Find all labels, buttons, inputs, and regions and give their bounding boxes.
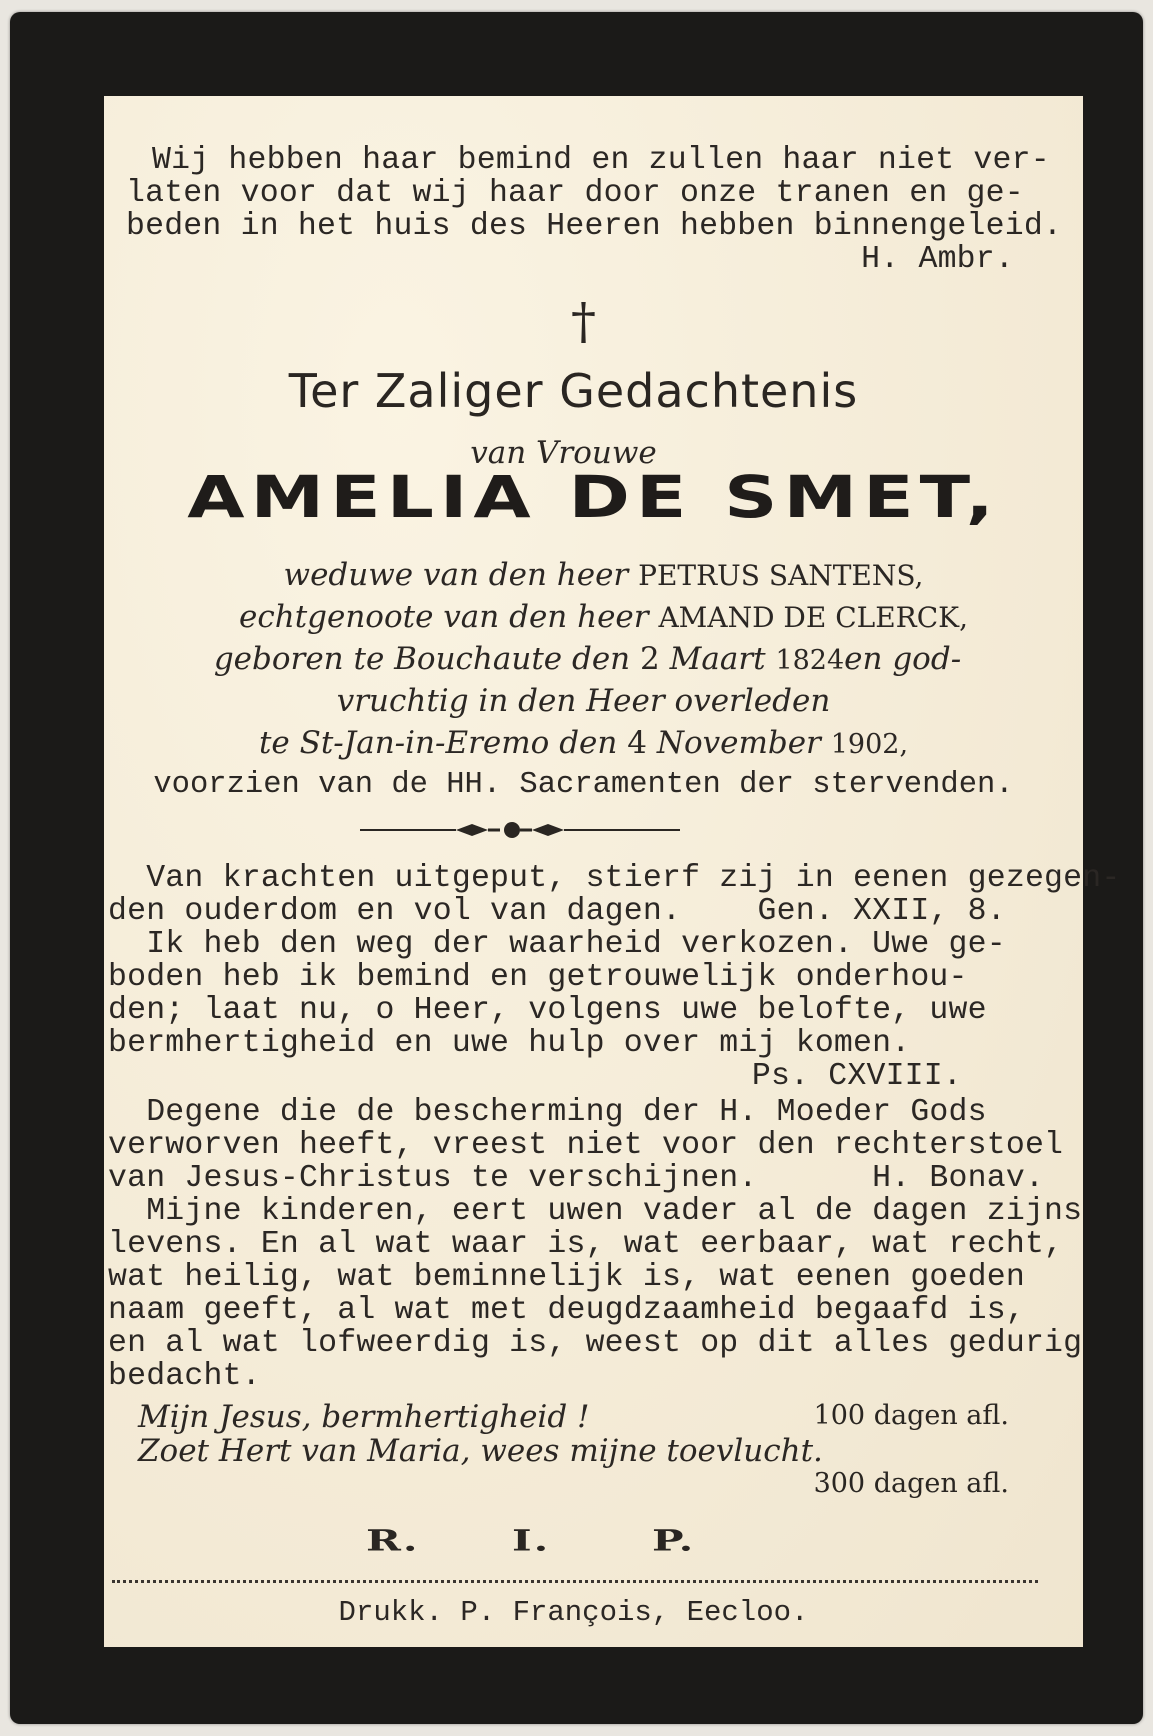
prayer-source: Ps. CXVIII. (751, 1059, 962, 1094)
bio-died-month: November (656, 725, 821, 761)
bio-born-tail: en god- (844, 641, 962, 677)
prayer-line: Van krachten uitgeput, stierf zij in eenen gezegen- (108, 861, 1121, 896)
bio-line-widow (114, 554, 1093, 597)
bio-line-died: vruchtig in den Heer overleden (336, 683, 831, 719)
rip-r: R. (366, 1523, 420, 1558)
bio-first-husband: PETRUS SANTENS, (638, 559, 924, 592)
rip-p: P. (652, 1523, 696, 1558)
bio-born-year: 1824 (775, 645, 845, 676)
bio-widow-text: weduwe van den heer (283, 557, 629, 593)
printer-credit: Drukk. P. François, Eecloo. (338, 1596, 809, 1629)
bio-died-text: te St-Jan-in-Eremo den (258, 725, 618, 761)
prayer-children (108, 1194, 1083, 1394)
epigraph (126, 144, 1066, 276)
prayer-line: en al wat lofweerdig is, weest op dit alles gedurig (108, 1326, 1083, 1361)
bio-line-born (98, 638, 1077, 682)
indulgence-days-1: 100 dagen afl. (813, 1400, 1009, 1431)
epigraph-source: H. Ambr. (861, 242, 1014, 277)
prayer-line: levens. En al wat waar is, wat eerbaar, wat recht, (108, 1227, 1064, 1262)
epigraph-line: laten voor dat wij haar door onze tranen en ge- (126, 176, 1024, 211)
bio-spouse-text: echtgenoote van den heer (239, 599, 649, 635)
prayer-line: den ouderdom en vol van dagen. Gen. XXII, 8. (108, 894, 1006, 929)
memorial-card-frame (10, 12, 1143, 1724)
memorial-card (104, 96, 1121, 1647)
rip-row (104, 1516, 1083, 1566)
prayer-line: naam geeft, al wat met deugdzaamheid begaafd is, (108, 1293, 1025, 1328)
rip-i: I. (512, 1523, 551, 1558)
indulgence-prayer-2: Zoet Hert van Maria, wees mijne toevlucht. (138, 1433, 823, 1469)
epigraph-line: beden in het huis des Heeren hebben binnengeleid. (126, 209, 1063, 244)
bio-husband: AMAND DE CLERCK, (658, 601, 968, 634)
bio-born-month: Maart (669, 641, 766, 677)
prayer-line: Mijne kinderen, eert uwen vader al de dagen zijns (108, 1194, 1083, 1229)
prayer-line: bermhertigheid en uwe hulp over mij komen. (108, 1026, 911, 1061)
bio-born-text: geboren te Bouchaute den (213, 641, 631, 677)
bio-died-day: 4 (627, 725, 647, 761)
bio-born-day: 2 (640, 641, 660, 677)
deceased-name: AMELIA DE SMET, (187, 464, 1000, 532)
bio-line-place (94, 722, 1073, 766)
ornament-divider (360, 818, 680, 842)
prayer-line: bedacht. (108, 1359, 261, 1394)
prayer-psalm (108, 928, 1048, 1093)
bio-line-sacraments: voorzien van de HH. Sacramenten der stervenden. (153, 768, 1014, 802)
prayer-line: den; laat nu, o Heer, volgens uwe belofte, uwe (108, 993, 987, 1028)
prayer-line: Degene die de bescherming der H. Moeder Gods (108, 1095, 987, 1130)
indulgence-prayer-1: Mijn Jesus, bermhertigheid ! (138, 1399, 590, 1435)
heading-title: Ter Zaliger Gedachtenis (288, 364, 859, 418)
prayer-line: boden heb ik bemind en getrouwelijk onderhou- (108, 960, 968, 995)
prayer-line: wat heilig, wat beminnelijk is, wat eenen goeden (108, 1260, 1025, 1295)
prayer-genesis (108, 861, 1121, 929)
dotted-divider (112, 1580, 1038, 1583)
bio-died-year: 1902, (830, 729, 909, 760)
cross-icon: † (571, 292, 596, 350)
prayer-line: van Jesus-Christus te verschijnen. H. Bonav. (108, 1161, 1045, 1196)
epigraph-line: Wij hebben haar bemind en zullen haar niet ver- (152, 143, 1050, 178)
prayer-line: Ik heb den weg der waarheid verkozen. Uwe ge- (108, 927, 1006, 962)
bio-line-spouse (114, 596, 1093, 639)
prayer-line: verworven heeft, vreest niet voor den rechterstoel (108, 1128, 1064, 1163)
indulgence-days-2: 300 dagen afl. (813, 1468, 1009, 1499)
heading-subtitle: van Vrouwe (470, 435, 657, 471)
prayer-bonaventure (108, 1095, 1064, 1196)
